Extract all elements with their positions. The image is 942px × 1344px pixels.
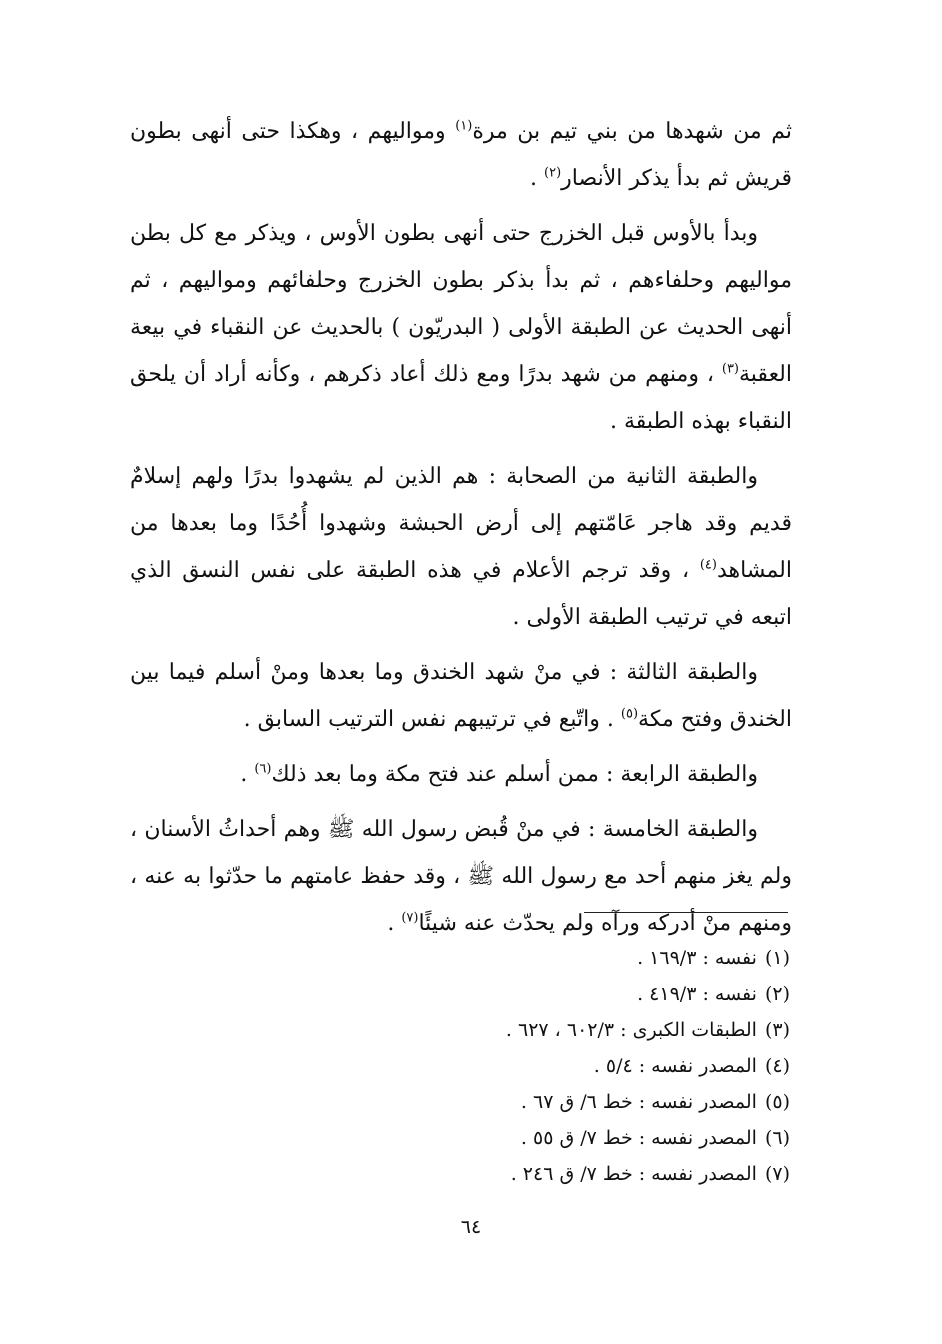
text-segment: والطبقة الرابعة : ممن أسلم عند فتح مكة وما بعد ذلك [271,762,758,787]
footnote-text: الطبقات الكبرى : ٦٠٢/٣ ، ٦٢٧ . [505,1019,757,1041]
footnote [370,976,790,1012]
text-segment: . واتّبع في ترتيبهم نفس الترتيب السابق . [243,707,621,732]
text-segment: . [240,762,255,787]
text-segment: . [387,911,402,936]
text-segment: ومواليهم ، وهكذا حتى أنهى بطون قريش ثم بدأ يذكر الأنصار [130,119,792,191]
footnote-marker: (٣) [721,361,739,377]
paragraph [130,453,792,641]
text-segment: وبدأ بالأوس قبل الخزرج حتى أنهى بطون الأوس ، ويذكر مع كل بطن مواليهم وحلفاءهم ، ثم بدأ بذكر بطون الخزرج وحلفائهم ومواليهم ، ثم أنهى الحديث عن الطبقة الأولى ( البدريّون ) بالحديث عن النقباء في بيعة العقبة [130,221,792,387]
footnote-marker: (٤) [699,557,717,573]
footnote [370,1084,790,1120]
footnote [370,940,790,976]
footnote-separator [584,912,788,913]
footnote [370,1156,790,1192]
footnote-number: (٥) [764,1091,790,1113]
footnote-text: المصدر نفسه : ٥/٤ . [593,1055,757,1077]
footnote-marker: (٢) [544,165,562,181]
footnotes-list [370,940,790,1192]
paragraph [130,751,792,798]
footnote-marker: (٥) [620,706,639,722]
text-segment: ثم من شهدها من بني تيم بن مرة [472,119,792,144]
footnote-number: (٦) [764,1127,790,1149]
page-number: ٦٤ [460,1216,482,1238]
footnote [370,1012,790,1048]
footnote-text: نفسه : ١٦٩/٣ . [637,947,757,969]
footnote-text: المصدر نفسه : خط ٧/ ق ٢٤٦ . [510,1163,757,1185]
footnote-marker: (٧) [401,910,419,926]
text-segment: والطبقة الثالثة : في منْ شهد الخندق وما بعدها ومنْ أسلم فيما بين الخندق وفتح مكة [130,660,792,732]
paragraph [130,806,792,947]
footnote-marker: (١) [455,118,473,134]
paragraph [130,210,792,445]
footnote-text: المصدر نفسه : خط ٦/ ق ٦٧ . [520,1091,757,1113]
footnote-text: المصدر نفسه : خط ٧/ ق ٥٥ . [520,1127,757,1149]
footnote-number: (٣) [764,1019,790,1041]
paragraph [130,649,792,743]
footnote-number: (٧) [764,1163,790,1185]
footnote-number: (١) [764,947,790,969]
main-text [130,108,792,955]
text-segment: . [530,166,545,191]
footnote [370,1048,790,1084]
text-segment: والطبقة الثانية من الصحابة : هم الذين لم يشهدوا بدرًا ولهم إسلامٌ قديم وقد هاجر عَامّتهم إلى أرض الحبشة وشهدوا أُحُدًا وما بعدها من المشاهد [130,464,792,583]
footnote-marker: (٦) [254,761,272,777]
footnote [370,1120,790,1156]
text-segment: ، وقد ترجم الأعلام في هذه الطبقة على نفس النسق الذي اتبعه في ترتيب الطبقة الأولى . [130,558,792,630]
text-segment: والطبقة الخامسة : في منْ قُبض رسول الله ﷺ وهم أحداثُ الأسنان ، ولم يغز منهم أحد مع رسول الله ﷺ ، وقد حفظ عامتهم ما حدّثوا به عنه ، ومنهم منْ أدركه ورآه ولم يحدّث عنه شيئًا [130,817,792,936]
text-segment: ، ومنهم من شهد بدرًا ومع ذلك أعاد ذكرهم ، وكأنه أراد أن يلحق النقباء بهذه الطبقة . [130,362,792,434]
footnote-number: (٤) [764,1055,790,1077]
paragraph [130,108,792,202]
footnote-text: نفسه : ٤١٩/٣ . [637,983,757,1005]
footnote-number: (٢) [764,983,790,1005]
